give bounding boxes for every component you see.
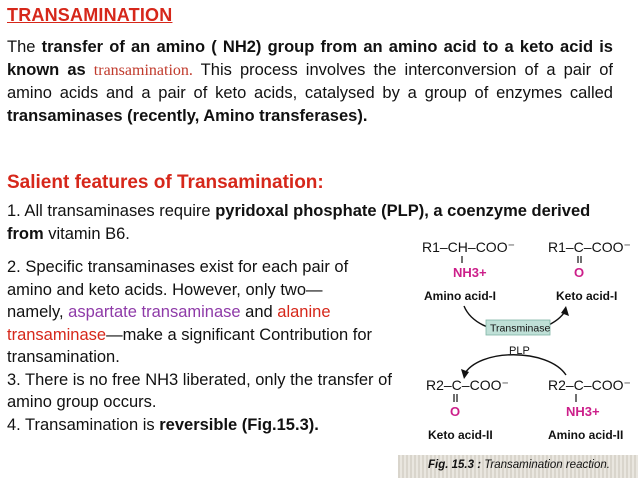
keto-acid-1-label: Keto acid-I [556, 289, 618, 303]
oxo-group-1: O [574, 265, 585, 280]
reaction-arrow-bottom [464, 355, 566, 375]
amino-acid-2-label: Amino acid-II [548, 428, 624, 442]
amino-acid-1-label: Amino acid-I [424, 289, 497, 303]
page-title: TRANSAMINATION [7, 5, 173, 25]
aspartate-term: aspartate transaminase [68, 303, 241, 321]
intro-bold-1: transfer of an amino ( NH2) group from an amino acid to a keto acid is known as [7, 38, 613, 79]
keto-acid-2-label: Keto acid-II [428, 428, 493, 442]
point-4-bold: reversible (Fig.15.3). [159, 415, 319, 434]
figure-caption [428, 459, 610, 471]
points-2-to-4 [7, 256, 392, 436]
intro-text-3: This process involves the interconversion of a pair of amino acids and a pair of keto acids, catalysed by a group of enzymes called [7, 60, 613, 102]
point-1-bold: pyridoxal phosphate (PLP), a coenzyme derived from [7, 202, 591, 243]
amino-group-2: NH3+ [566, 404, 600, 419]
intro-text-2 [86, 61, 94, 79]
caption-number: Fig. 15.3 : [428, 459, 482, 471]
point-1-text-2: vitamin B6. [43, 224, 130, 243]
point-2-text-3: and [240, 303, 278, 321]
transamination-figure [398, 230, 638, 478]
enzyme-label: Transminase [490, 322, 551, 335]
amino-acid-1-formula: R1–CH–COO⁻ [422, 239, 515, 255]
keto-acid-1-formula: R1–C–COO⁻ [548, 239, 631, 255]
intro-text-1: The [7, 38, 42, 56]
oxo-group-2: O [450, 404, 461, 419]
coenzyme-label: PLP [509, 345, 530, 357]
point-2-text-4: —make a significant Contribution for transamination. [7, 325, 373, 366]
reaction-diagram [398, 230, 638, 455]
point-1-text-1: 1. All transaminases require [7, 202, 216, 220]
amino-acid-2-formula: R2–C–COO⁻ [548, 377, 631, 393]
caption-text: Transamination reaction. [481, 459, 610, 471]
point-2-text-2: namely, [7, 303, 69, 321]
keto-acid-2-formula: R2–C–COO⁻ [426, 377, 509, 393]
point-4-text: 4. Transamination is [7, 415, 160, 434]
point-2 [7, 256, 392, 369]
amino-group-1: NH3+ [453, 265, 487, 280]
intro-bold-2: transaminases (recently, Amino transferases). [7, 106, 368, 125]
intro-term: transamination. [93, 61, 193, 79]
section-heading: Salient features of Transamination: [7, 172, 324, 193]
intro-paragraph [7, 36, 613, 127]
point-4 [7, 414, 392, 437]
point-2-text-1: 2. Specific transaminases exist for each pair of amino and keto acids. However, only two— [7, 258, 349, 299]
alanine-term: alanine transaminase [7, 303, 331, 344]
point-3: 3. There is no free NH3 liberated, only the transfer of amino group occurs. [7, 370, 392, 411]
